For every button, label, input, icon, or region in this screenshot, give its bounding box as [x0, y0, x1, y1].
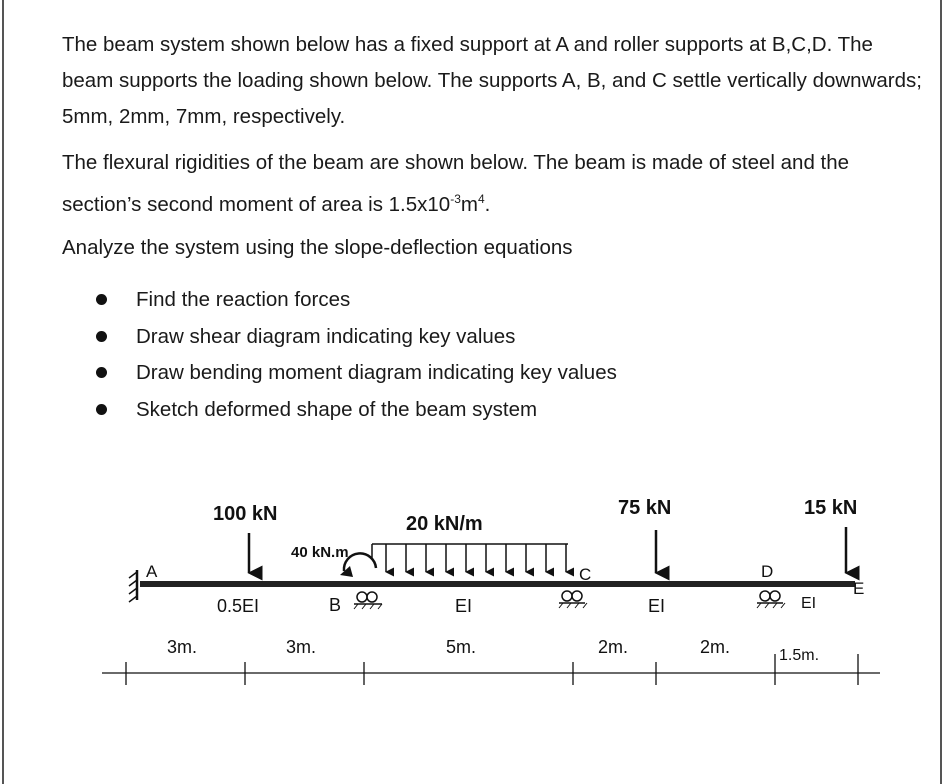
task-item — [96, 282, 617, 319]
point-load-label: 100 kN — [213, 503, 278, 525]
task-item — [96, 319, 617, 356]
distributed-load — [372, 544, 568, 572]
bullet-icon — [96, 367, 107, 378]
span-label: 1.5m. — [779, 647, 820, 664]
problem-paragraph-1: The beam system shown below has a fixed support at A and roller supports at B,C,D. The beam supports the loading shown below. The supports A, B, and C settle vertically downwards; 5mm, 2mm, 7mm, respectively. — [62, 33, 922, 128]
task-item — [96, 392, 617, 429]
span-label: 5m. — [446, 637, 477, 657]
paragraph-2-text: The flexural rigidities of the beam are shown below. The beam is made of steel and the section’s second moment of area is 1.5x10 — [62, 151, 850, 216]
roller-support-b — [354, 592, 382, 609]
task-list — [96, 282, 617, 428]
span-label: 2m. — [700, 637, 731, 657]
support-label-a: A — [146, 562, 158, 581]
fixed-support-a — [129, 570, 137, 602]
bullet-icon — [96, 331, 107, 342]
rigidity-label: 0.5EI — [217, 596, 260, 616]
unit: m — [460, 192, 478, 216]
rigidity-label: EI — [648, 596, 666, 616]
support-label-b: B — [329, 595, 342, 615]
roller-support-c — [559, 591, 587, 608]
exponent: -3 — [450, 192, 461, 206]
task-text: Draw bending moment diagram indicating key values — [136, 361, 617, 384]
span-label: 2m. — [598, 637, 629, 657]
moment-label: 40 kN.m — [291, 544, 349, 561]
distributed-load-label: 20 kN/m — [406, 513, 483, 535]
point-load-label: 75 kN — [618, 497, 672, 519]
rigidity-label: EI — [801, 595, 817, 612]
support-label-e: E — [853, 579, 865, 598]
span-label: 3m. — [167, 637, 198, 657]
bullet-icon — [96, 294, 107, 305]
point-load-label: 15 kN — [804, 497, 858, 519]
support-label-c: C — [579, 565, 592, 584]
roller-support-d — [757, 591, 785, 608]
task-text: Sketch deformed shape of the beam system — [136, 397, 538, 421]
support-label-d: D — [761, 562, 774, 581]
span-label: 3m. — [286, 637, 317, 657]
task-text: Find the reaction forces — [136, 288, 351, 311]
unit-exponent: 4 — [477, 192, 485, 206]
task-item — [96, 355, 617, 392]
bullet-icon — [96, 404, 107, 415]
rigidity-label: EI — [455, 596, 473, 616]
beam — [140, 581, 855, 587]
task-text: Draw shear diagram indicating key values — [136, 324, 516, 348]
beam-diagram — [0, 470, 945, 700]
problem-paragraph-2 — [62, 145, 922, 223]
problem-paragraph-3: Analyze the system using the slope-deflection equations — [62, 236, 573, 259]
paragraph-2-end: . — [484, 192, 491, 216]
dimension-line — [102, 654, 880, 685]
